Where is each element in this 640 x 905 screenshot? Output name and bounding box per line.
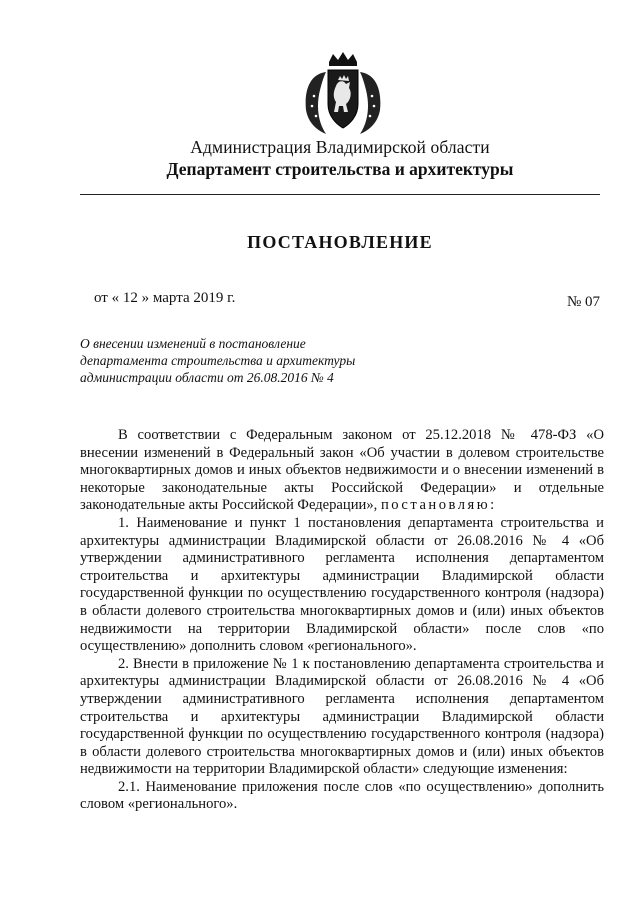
item-1-paragraph: 1. Наименование и пункт 1 постановления департамента строительства и архитектуры администрации Владимирской области от 26.08.2016 № 4 «Об утверждении административного регламента исполнения департаментом строительства и архитектуры администрации Владимирской области государственной функции по осуществлению государственного контроля (надзора) в области долевого строительства многоквартирных домов и (или) иных объектов недвижимости на территории Владимирской области» после слов «по осуществлению» дополнить словом «регионального».	[80, 514, 604, 655]
item-2-paragraph: 2. Внести в приложение № 1 к постановлению департамента строительства и архитектуры администрации Владимирской области от 26.08.2016 № 4 «Об утверждении административного регламента исполнения департаментом строительства и архитектуры администрации Владимирской области государственной функции по осуществлению государственного контроля (надзора) в области долевого строительства многоквартирных домов и (или) иных объектов недвижимости на территории Владимирской области» следующие изменения:	[80, 655, 604, 778]
subject-line: О внесении изменений в постановление	[80, 336, 306, 351]
document-subject	[80, 335, 380, 386]
document-date: от « 12 » марта 2019 г.	[94, 290, 236, 306]
document-number: № 07	[566, 294, 600, 310]
department-name: Департамент строительства и архитектуры	[166, 159, 514, 179]
subject-line: департамента строительства и архитектуры	[80, 353, 356, 368]
preamble-paragraph	[80, 427, 604, 515]
item-2-1-paragraph: 2.1. Наименование приложения после слов «по осуществлению» дополнить словом «регионального».	[80, 778, 604, 813]
document-type-title: ПОСТАНОВЛЕНИЕ	[247, 232, 433, 252]
coat-of-arms-icon	[296, 50, 390, 138]
header-divider	[80, 194, 600, 195]
preamble-text: В соответствии с Федеральным законом от 25.12.2018 № 478-ФЗ «О внесении изменений в Федеральный закон «Об участии в долевом строительстве многоквартирных домов и иных объектов недвижимости и о внесении изменений в некоторые законодательные акты Российской Федерации» и отдельные законодательные акты Российской Федерации»,	[80, 427, 604, 514]
document-body	[80, 427, 604, 814]
organization-name: Администрация Владимирской области	[190, 137, 490, 157]
subject-line: администрации области от 26.08.2016 № 4	[80, 370, 334, 385]
preamble-keyword: постановляю:	[380, 497, 497, 514]
